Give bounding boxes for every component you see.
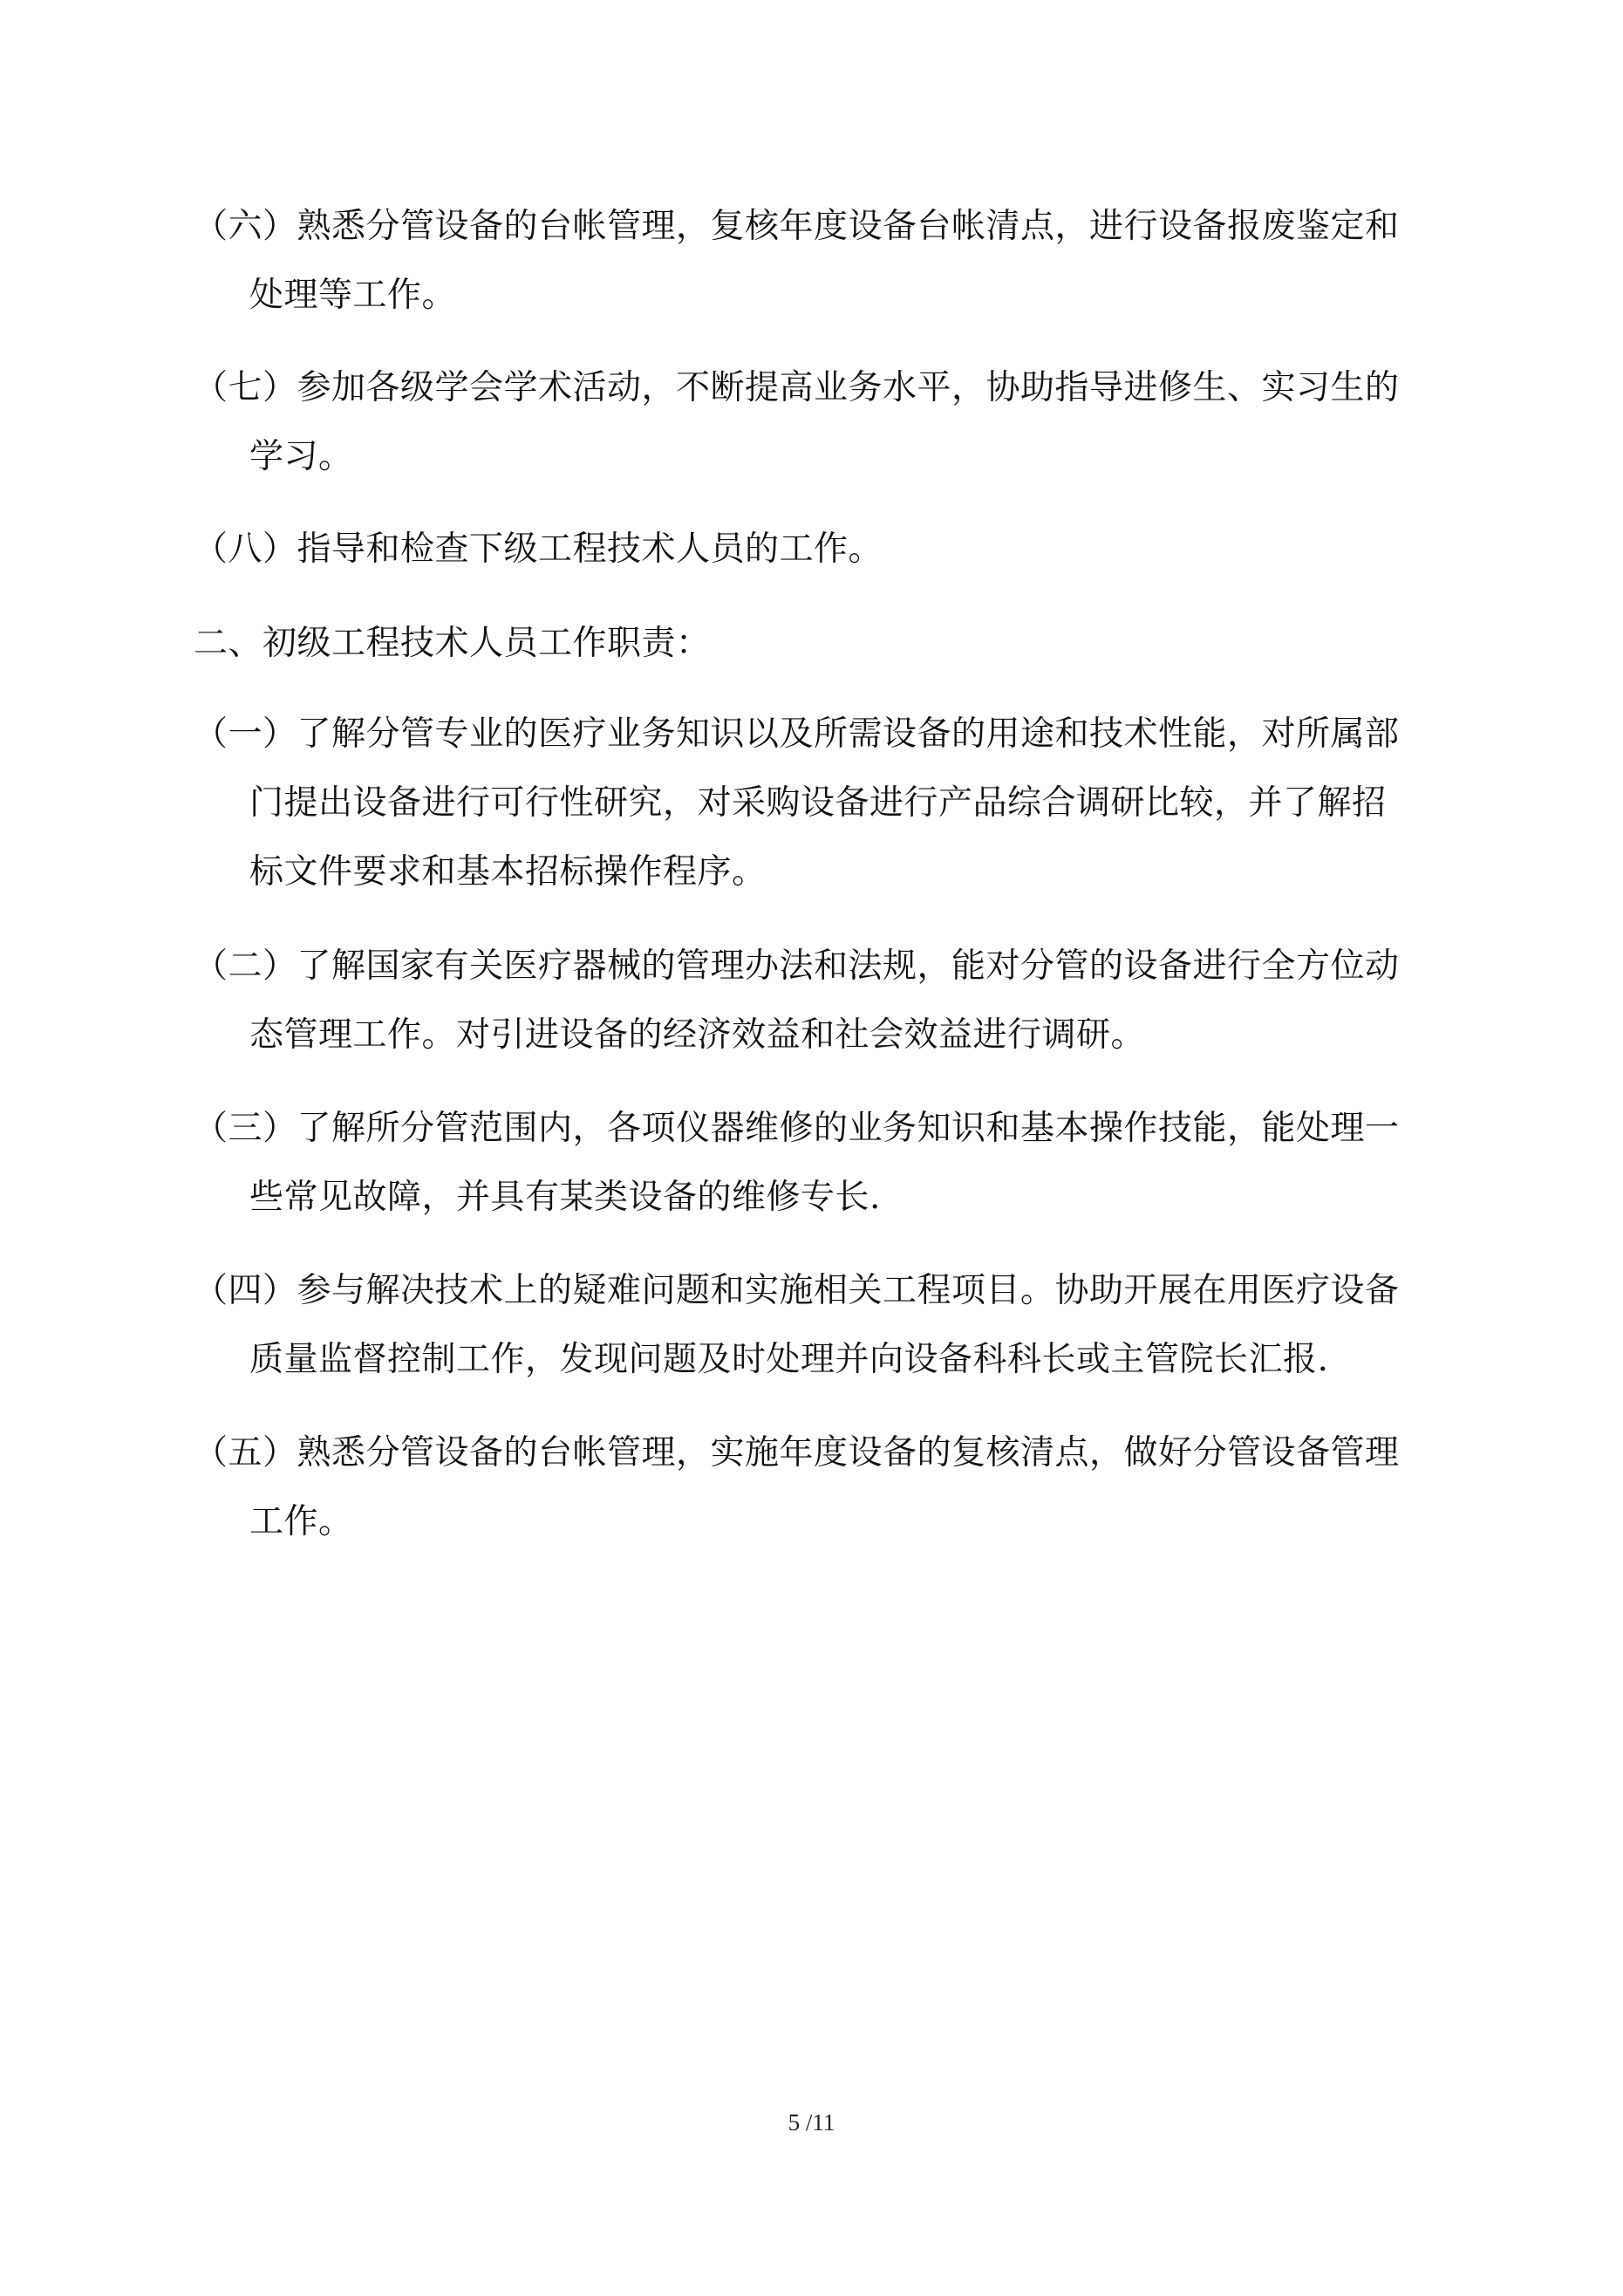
paragraph-line: （六）熟悉分管设备的台帐管理，复核年度设备台帐清点，进行设备报废鉴定和	[194, 207, 1400, 246]
paragraph-item-1	[194, 700, 1476, 906]
paragraph-line: 门提出设备进行可行性研究，对采购设备进行产品综合调研比较，并了解招	[249, 783, 1387, 823]
paragraph-item-8	[194, 515, 1476, 584]
paragraph-line: （一）了解分管专业的医疗业务知识以及所需设备的用途和技术性能，对所属部	[194, 714, 1400, 754]
paragraph-line: （三）了解所分管范围内，各项仪器维修的业务知识和基本操作技能，能处理一	[194, 1109, 1400, 1148]
paragraph-line: 些常见故障，并具有某类设备的维修专长.	[249, 1178, 881, 1217]
paragraph-item-7	[194, 353, 1476, 491]
paragraph-item-5	[194, 1418, 1476, 1556]
paragraph-item-4	[194, 1256, 1476, 1394]
paragraph-item-3	[194, 1094, 1476, 1232]
paragraph-line: （七）参加各级学会学术活动，不断提高业务水平，协助指导进修生、实习生的	[194, 368, 1400, 407]
paragraph-line: 态管理工作。对引进设备的经济效益和社会效益进行调研。	[249, 1015, 1146, 1055]
paragraph-line: （八）指导和检查下级工程技术人员的工作。	[194, 530, 883, 569]
section-heading: 二、初级工程技术人员工作职责：	[194, 624, 711, 663]
paragraph-line: （二）了解国家有关医疗器械的管理办法和法规，能对分管的设备进行全方位动	[194, 946, 1400, 986]
paragraph-line: （四）参与解决技术上的疑难问题和实施相关工程项目。协助开展在用医疗设备	[194, 1271, 1400, 1310]
paragraph-line: 标文件要求和基本招标操作程序。	[249, 852, 767, 892]
paragraph-line: （五）熟悉分管设备的台帐管理，实施年度设备的复核清点，做好分管设备管理	[194, 1433, 1400, 1473]
paragraph-item-2	[194, 932, 1476, 1069]
paragraph-line: 工作。	[249, 1502, 353, 1541]
paragraph-line: 学习。	[249, 437, 353, 476]
page-number: 5 /11	[788, 2109, 835, 2135]
paragraph-line: 处理等工作。	[249, 276, 457, 315]
paragraph-item-6	[194, 192, 1476, 330]
paragraph-line: 质量监督控制工作，发现问题及时处理并向设备科科长或主管院长汇报.	[249, 1340, 1329, 1379]
